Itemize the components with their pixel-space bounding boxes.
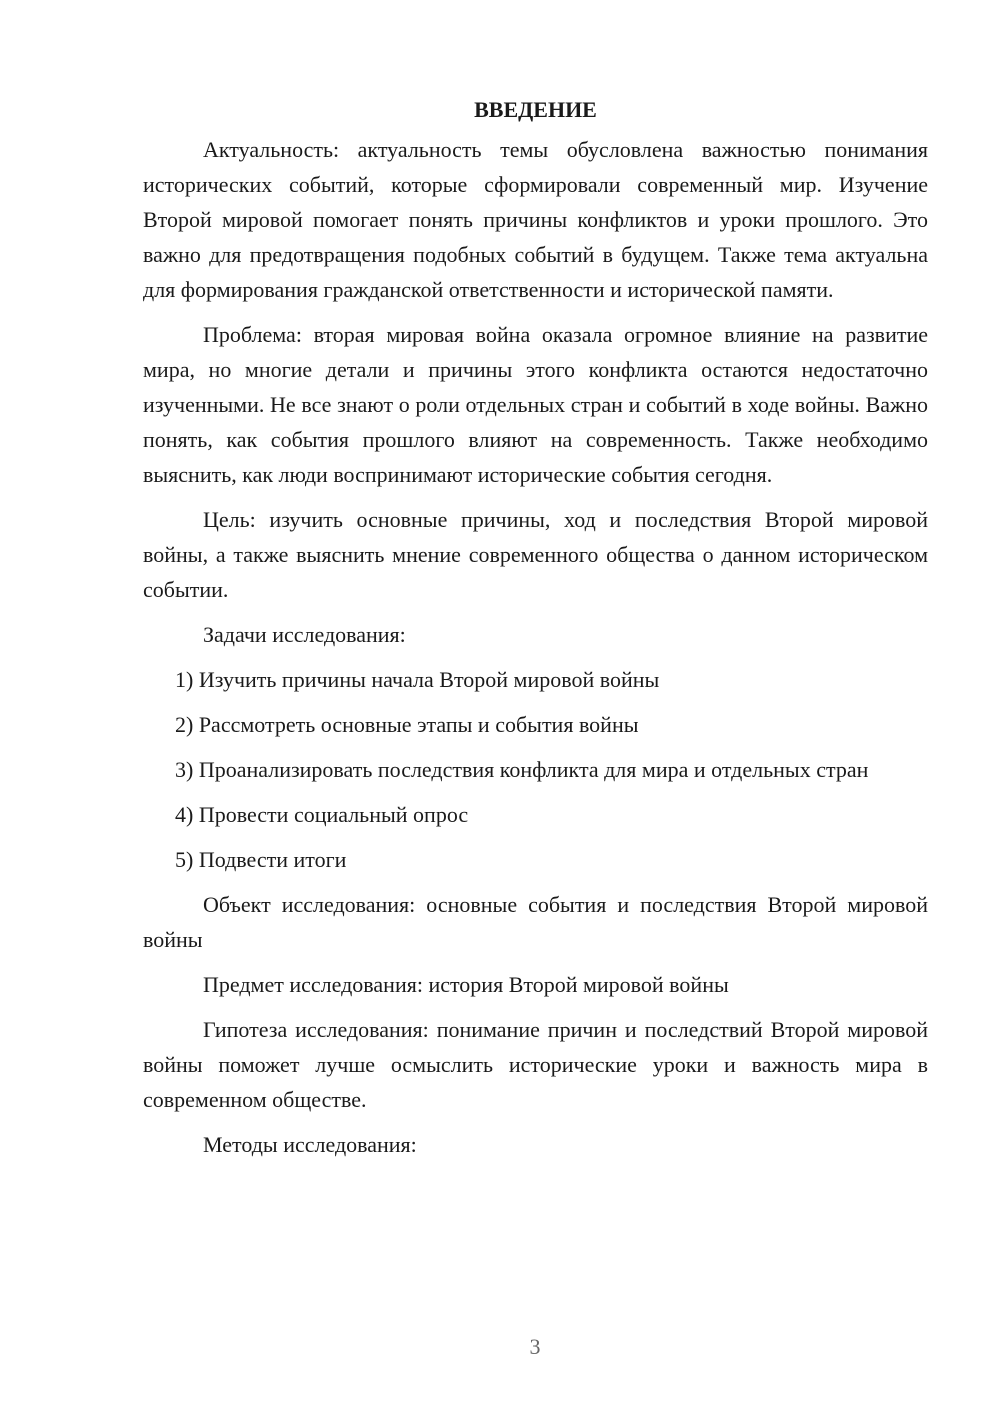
list-item: 2) Рассмотреть основные этапы и события войны bbox=[175, 712, 639, 737]
list-item: 1) Изучить причины начала Второй мировой войны bbox=[175, 667, 660, 692]
section-heading: ВВЕДЕНИЕ bbox=[474, 97, 597, 122]
paragraph-problem: Проблема: вторая мировая война оказала огромное влияние на развитие мира, но многие детали и причины этого конфликта остаются недостаточно изученными. Не все знают о роли отдельных стран и событий в ходе войны. Важно понять, как события прошлого влияют на современность. Также необходимо выяснить, как люди воспринимают исторические события сегодня. bbox=[143, 322, 928, 487]
tasks-list bbox=[143, 662, 928, 877]
paragraph-object: Объект исследования: основные события и последствия Второй мировой войны bbox=[143, 892, 928, 952]
list-item: 3) Проанализировать последствия конфликта для мира и отдельных стран bbox=[175, 757, 869, 782]
tasks-title: Задачи исследования: bbox=[203, 622, 406, 647]
page-number: 3 bbox=[529, 1334, 541, 1359]
paragraph-hypothesis: Гипотеза исследования: понимание причин и последствий Второй мировой войны поможет лучше осмыслить исторические уроки и важность мира в современном обществе. bbox=[143, 1017, 928, 1112]
methods-title: Методы исследования: bbox=[203, 1132, 417, 1157]
paragraph-relevance: Актуальность: актуальность темы обусловлена важностью понимания исторических событий, которые сформировали современный мир. Изучение Второй мировой помогает понять причины конфликтов и уроки прошлого. Это важно для предотвращения подобных событий в будущем. Также тема актуальна для формирования гражданской ответственности и исторической памяти. bbox=[143, 137, 928, 302]
paragraph-goal: Цель: изучить основные причины, ход и последствия Второй мировой войны, а также выяснить мнение современного общества о данном историческом событии. bbox=[143, 507, 928, 602]
document-page bbox=[143, 88, 928, 1172]
paragraph-subject: Предмет исследования: история Второй мировой войны bbox=[203, 972, 729, 997]
list-item: 5) Подвести итоги bbox=[175, 847, 347, 872]
list-item: 4) Провести социальный опрос bbox=[175, 802, 469, 827]
